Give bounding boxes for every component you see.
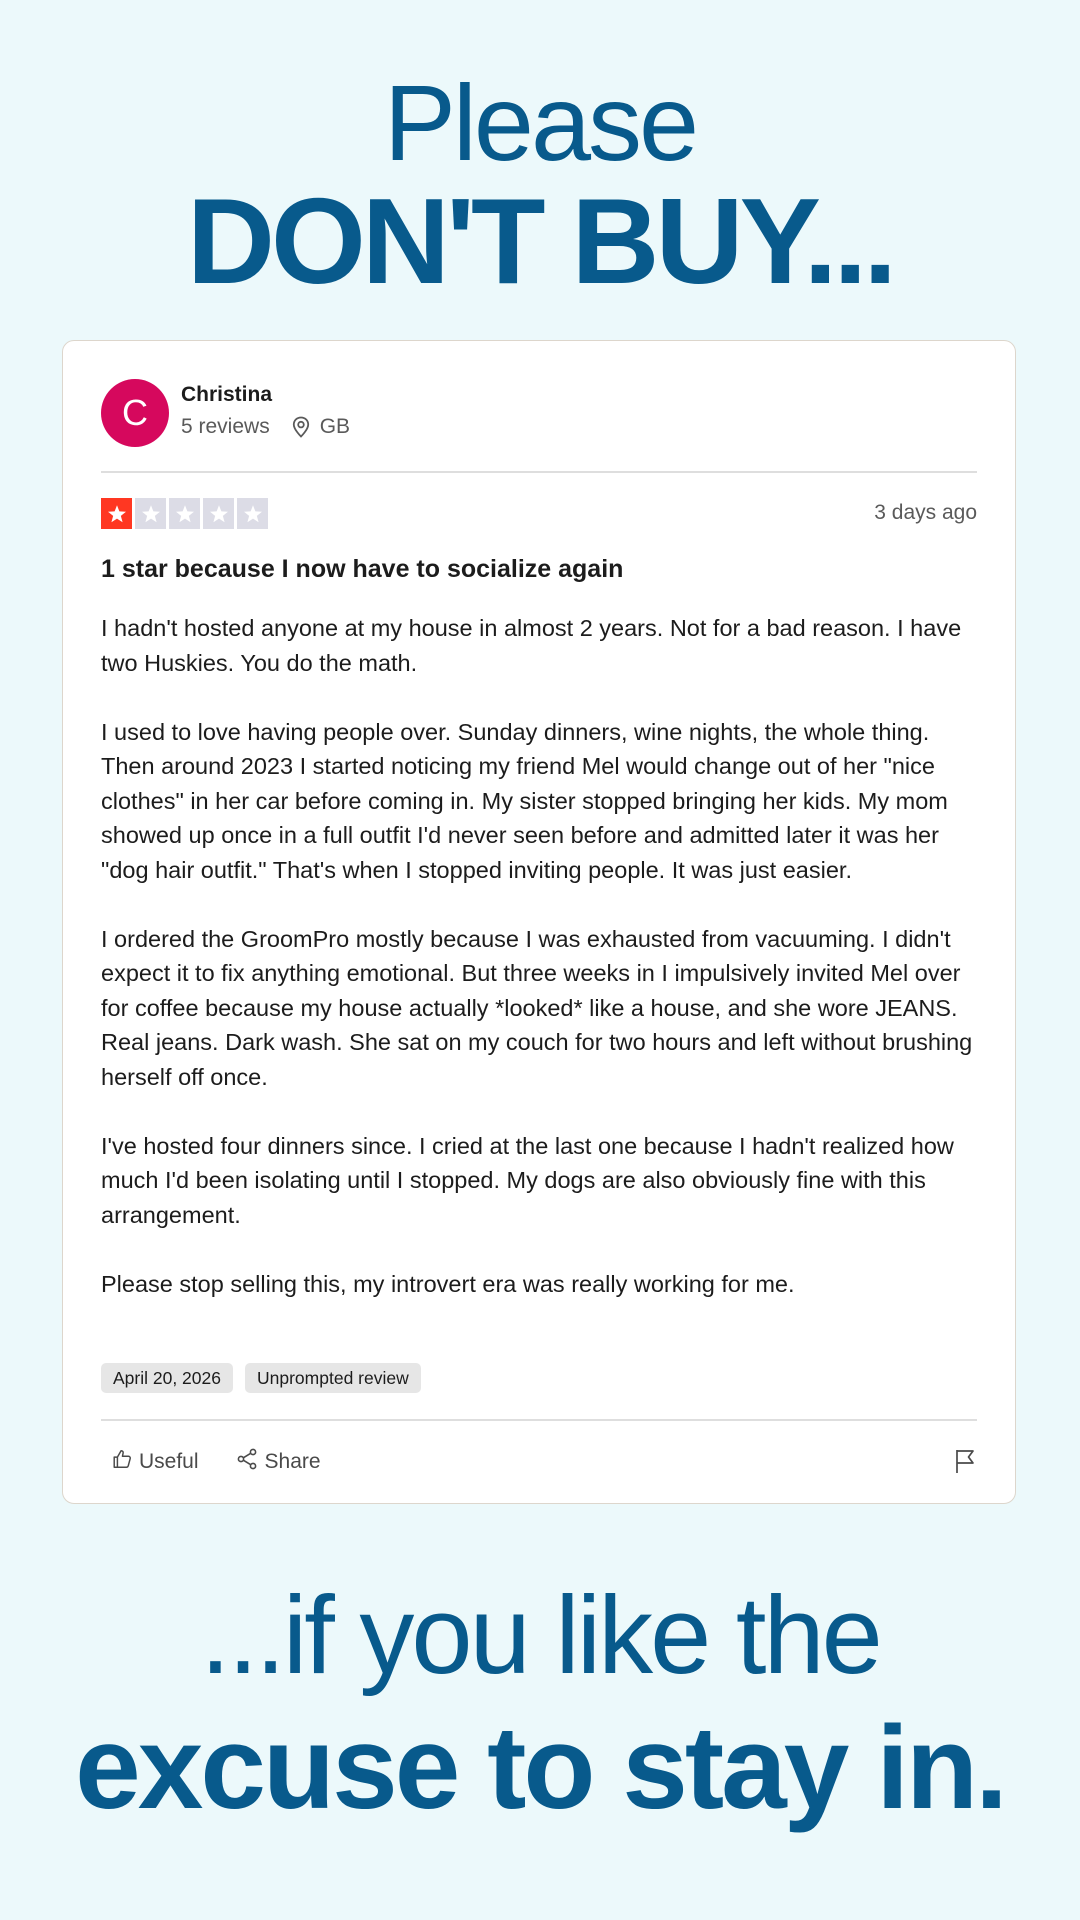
review-type-tag: Unprompted review (245, 1363, 421, 1393)
headline-bottom-line1: ...if you like the (200, 1574, 880, 1697)
star-empty-icon (135, 498, 166, 529)
star-empty-icon (203, 498, 234, 529)
headline-bottom-line2: excuse to stay in. (75, 1702, 1005, 1834)
review-body (101, 611, 977, 1336)
share-button[interactable] (235, 1447, 321, 1477)
review-tags (101, 1363, 433, 1393)
review-paragraph: Please stop selling this, my introvert era was really working for me. (101, 1270, 795, 1297)
reviews-count: 5 reviews (181, 415, 270, 438)
review-actions (111, 1447, 357, 1477)
reviewer-location: GB (319, 415, 351, 438)
review-paragraph: I hadn't hosted anyone at my house in almost 2 years. Not for a bad reason. I have two Huskies. You do the math. (101, 615, 962, 676)
review-title: 1 star because I now have to socialize again (101, 555, 624, 583)
useful-button[interactable] (111, 1448, 199, 1476)
review-paragraph: I've hosted four dinners since. I cried at the last one because I hadn't realized how much I'd been isolating until I stopped. My dogs are also obviously fine with this arrangement. (101, 1132, 954, 1228)
star-empty-icon (169, 498, 200, 529)
flag-icon (953, 1460, 977, 1479)
thumbs-up-icon (111, 1448, 139, 1476)
share-icon (235, 1447, 265, 1477)
header-divider (101, 471, 977, 473)
headline-top-line2: DON'T BUY... (186, 173, 894, 309)
review-relative-date: 3 days ago (874, 501, 977, 524)
headline-bottom (0, 1570, 1080, 1834)
location-pin-icon (292, 416, 310, 438)
headline-top-line1: Please (383, 62, 697, 183)
headline-top (0, 62, 1080, 309)
footer-divider (101, 1419, 977, 1421)
useful-label: Useful (139, 1450, 199, 1473)
review-paragraph: I ordered the GroomPro mostly because I was exhausted from vacuuming. I didn't expect it to fix anything emotional. But three weeks in I impulsively invited Mel over for coffee because my house actually *looked* like a house, and she wore JEANS. Real jeans. Dark wash. She sat on my couch for two hours and left without brushing herself off once. (101, 925, 973, 1090)
reviewer-name[interactable]: Christina (181, 383, 273, 406)
review-date-tag: April 20, 2026 (101, 1363, 233, 1393)
avatar[interactable]: C (101, 379, 169, 447)
star-filled-icon (101, 498, 132, 529)
star-empty-icon (237, 498, 268, 529)
share-label: Share (264, 1450, 321, 1473)
review-paragraph: I used to love having people over. Sunday dinners, wine nights, the whole thing. Then around 2023 I started noticing my friend Mel would change out of her "nice clothes" in her car before coming in. My sister stopped bringing her kids. My mom showed up once in a full outfit I'd never seen before and admitted later it was her "dog hair outfit." That's when I stopped inviting people. It was just easier. (101, 718, 948, 883)
review-card (62, 340, 1016, 1504)
flag-button[interactable] (953, 1447, 977, 1479)
reviewer-meta (181, 415, 350, 439)
star-rating (101, 498, 271, 529)
